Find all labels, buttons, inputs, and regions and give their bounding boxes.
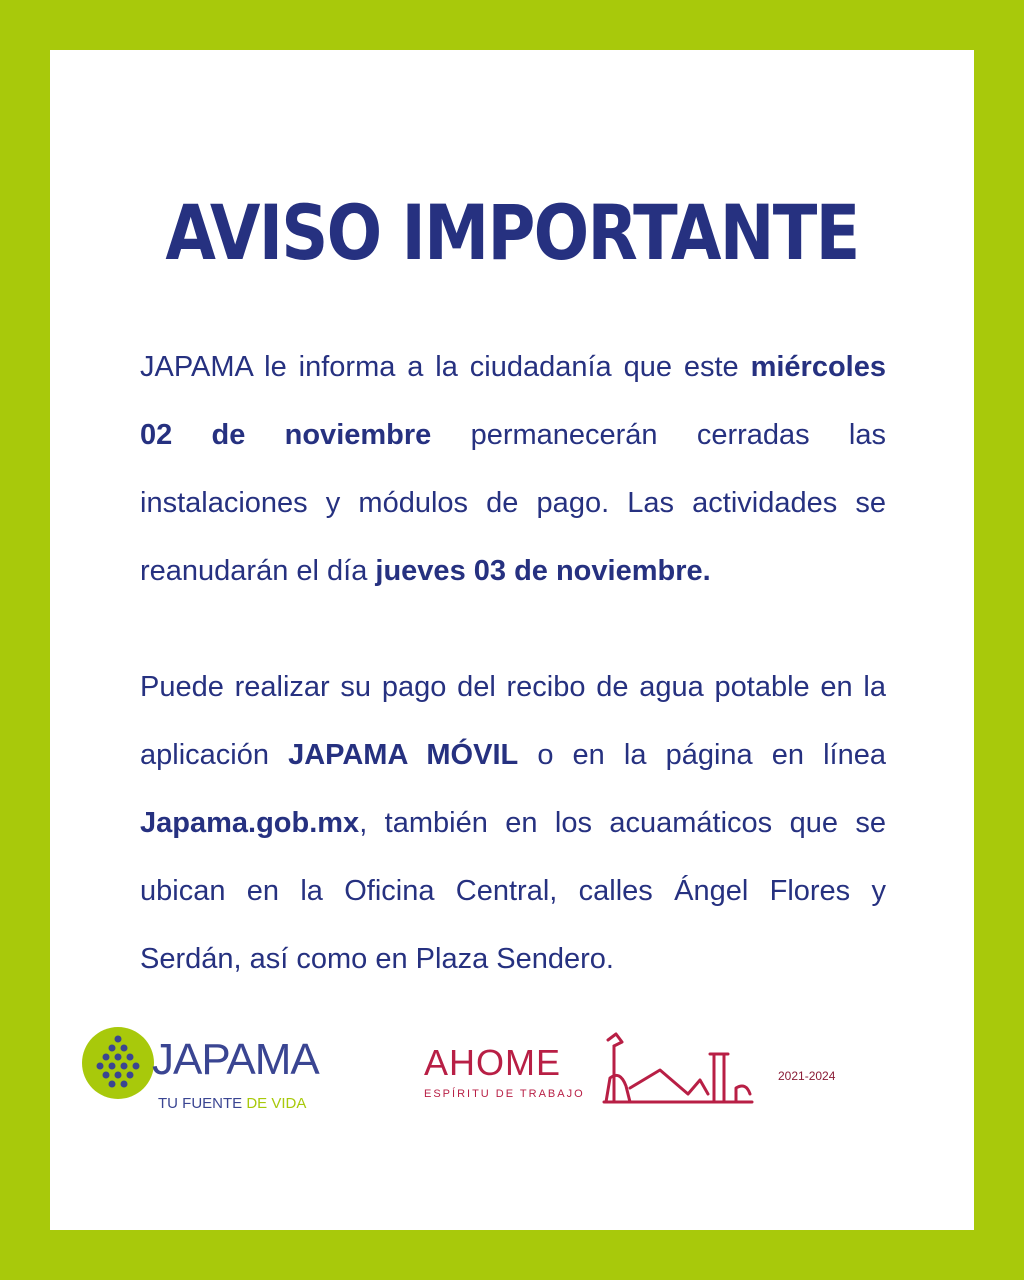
- japama-logo: [82, 1027, 362, 1117]
- page-title: AVISO IMPORTANTE: [165, 188, 859, 277]
- payment-text-3: , también en los acuamáticos que se ubican en la Oficina Central, calles Ángel Flores y Serdán, así como en Plaza Sendero.: [140, 807, 886, 975]
- website: Japama.gob.mx: [140, 807, 360, 839]
- water-drop-dots-icon: [82, 1027, 154, 1099]
- ahome-subtitle: ESPÍRITU DE TRABAJO: [424, 1088, 585, 1100]
- ahome-wordmark: AHOME: [424, 1042, 562, 1083]
- ahome-landmarks-drawing: [600, 1032, 760, 1112]
- closure-text-2: permanecerán cerradas las instalaciones y módulos de pago. Las actividades se reanudarán el día: [140, 419, 886, 587]
- app-name: JAPAMA MÓVIL: [288, 739, 519, 771]
- closure-text-1: JAPAMA le informa a la ciudadanía que este: [140, 351, 751, 383]
- japama-wordmark: JAPAMA: [152, 1035, 319, 1084]
- payment-text-1: Puede realizar su pago del recibo de agua potable en la aplicación: [140, 671, 886, 771]
- tagline-part2: DE VIDA: [246, 1095, 307, 1112]
- administration-years: 2021-2024: [778, 1069, 836, 1083]
- notice-paragraph-closure: [140, 333, 886, 605]
- closure-date: miércoles 02 de noviembre: [140, 351, 886, 451]
- tagline-part1: TU FUENTE: [158, 1095, 247, 1112]
- reopen-date: jueves 03 de noviembre.: [375, 555, 711, 587]
- notice-paragraph-payment: [140, 653, 886, 993]
- ahome-logo: [424, 1030, 764, 1120]
- payment-text-2: o en la página en línea: [518, 739, 886, 771]
- japama-tagline: [158, 1095, 306, 1112]
